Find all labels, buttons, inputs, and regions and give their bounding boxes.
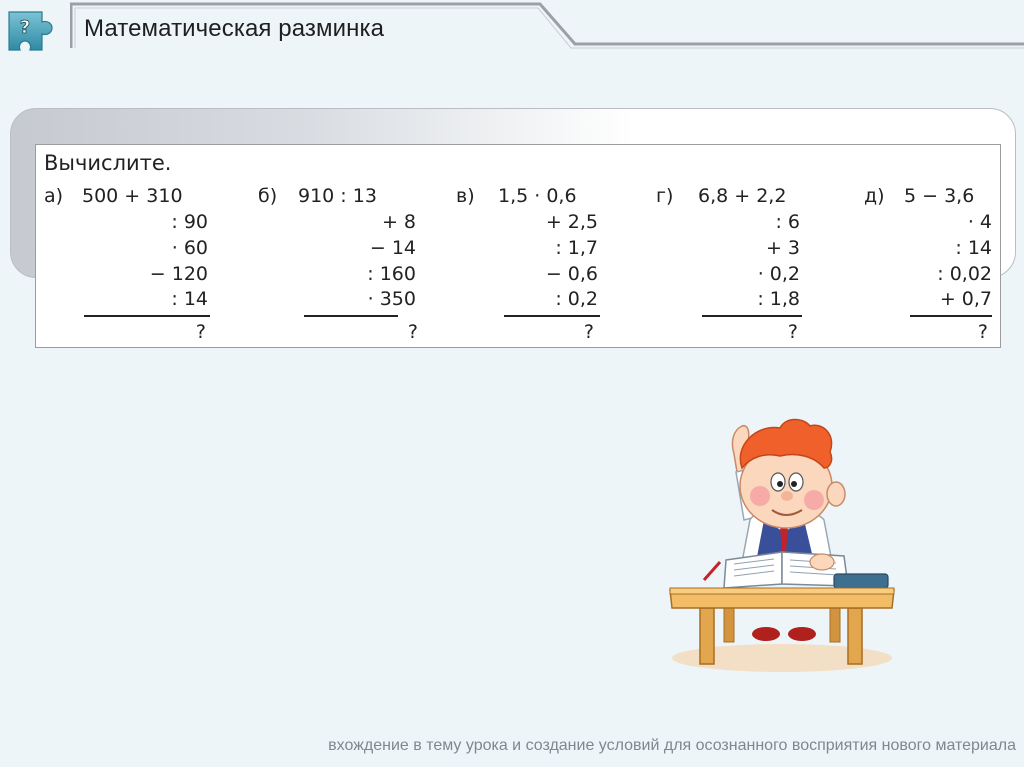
help-puzzle-icon[interactable] xyxy=(6,8,58,54)
exercise-first-expression: 5 − 3,6 xyxy=(904,185,975,207)
result-question: ? xyxy=(787,321,798,343)
result-line xyxy=(84,315,210,317)
exercise-step: − 14 xyxy=(369,237,416,259)
exercise-first-expression: 910 : 13 xyxy=(298,185,377,207)
exercise-column-g xyxy=(656,179,826,345)
result-line xyxy=(304,315,398,317)
page-title: Математическая разминка xyxy=(84,15,385,42)
exercise-step: : 0,02 xyxy=(937,263,992,285)
exercise-step: : 160 xyxy=(367,263,416,285)
exercise-step: : 0,2 xyxy=(555,288,598,310)
exercise-step: : 90 xyxy=(171,211,208,233)
exercise-letter: а) xyxy=(44,185,64,207)
exercise-column-v xyxy=(456,179,626,345)
exercise-first-expression: 500 + 310 xyxy=(82,185,183,207)
exercise-step: − 120 xyxy=(149,263,208,285)
exercise-step: : 1,7 xyxy=(555,237,598,259)
exercise-step: : 1,8 xyxy=(757,288,800,310)
exercise-step: + 8 xyxy=(381,211,416,233)
exercise-step: + 2,5 xyxy=(545,211,598,233)
exercise-letter: г) xyxy=(656,185,674,207)
exercise-step: · 0,2 xyxy=(757,263,800,285)
exercise-letter: в) xyxy=(456,185,475,207)
result-question: ? xyxy=(977,321,988,343)
exercise-step: + 3 xyxy=(765,237,800,259)
result-question: ? xyxy=(583,321,594,343)
exercise-letter: б) xyxy=(258,185,278,207)
exercise-column-a xyxy=(44,179,214,345)
worksheet xyxy=(35,144,1001,348)
result-line xyxy=(504,315,600,317)
exercise-column-d xyxy=(864,179,994,345)
exercise-first-expression: 1,5 · 0,6 xyxy=(498,185,577,207)
exercise-step: − 0,6 xyxy=(545,263,598,285)
result-line xyxy=(910,315,992,317)
exercise-first-expression: 6,8 + 2,2 xyxy=(698,185,787,207)
exercise-step: · 4 xyxy=(967,211,992,233)
boy-raising-hand-at-desk-icon xyxy=(664,412,900,674)
slide-caption: вхождение в тему урока и создание условий для осознанного восприятия нового материала xyxy=(328,737,1016,754)
result-question: ? xyxy=(407,321,418,343)
exercise-letter: д) xyxy=(864,185,885,207)
exercise-step: · 60 xyxy=(171,237,208,259)
exercise-step: · 350 xyxy=(367,288,416,310)
help-glyph: ? xyxy=(19,17,31,38)
exercise-step: + 0,7 xyxy=(939,288,992,310)
worksheet-heading: Вычислите. xyxy=(44,151,172,175)
exercise-step: : 14 xyxy=(171,288,208,310)
result-line xyxy=(702,315,802,317)
exercise-step: : 14 xyxy=(955,237,992,259)
exercise-column-b xyxy=(258,179,428,345)
exercise-step: : 6 xyxy=(775,211,800,233)
result-question: ? xyxy=(195,321,206,343)
